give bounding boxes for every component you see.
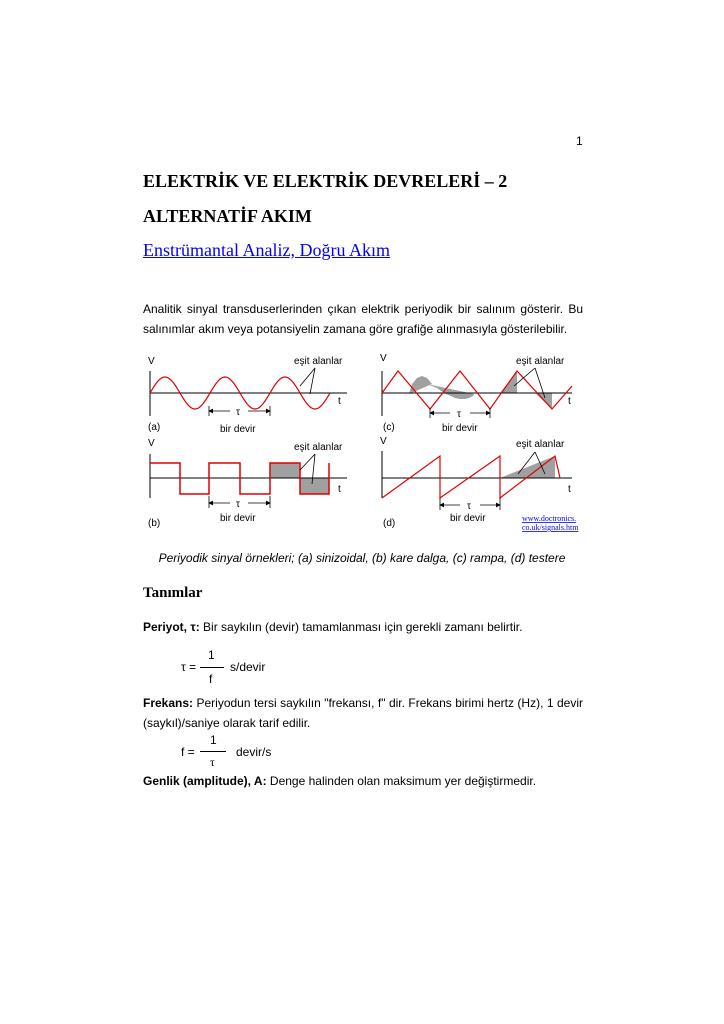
panel-b-t-label: t	[338, 484, 341, 495]
panel-a-equal-areas: eşit alanlar	[294, 356, 343, 367]
document-title: ELEKTRİK VE ELEKTRİK DEVRELERİ – 2	[143, 171, 508, 191]
frequency-formula-lhs: f =	[181, 745, 195, 759]
panel-c-v-label: V	[380, 353, 387, 364]
amplitude-text: Denge halinden olan maksimum yer değiştirmedir.	[266, 774, 537, 788]
figure-source-line-2[interactable]: co.uk/signals.htm	[522, 523, 579, 532]
panel-a-cycle: bir devir	[220, 424, 256, 435]
panel-d-tau: τ	[467, 501, 471, 512]
panel-d-cycle: bir devir	[450, 513, 486, 524]
panel-b-v-label: V	[148, 438, 155, 449]
period-text: Bir saykılın (devir) tamamlanması için gerekli zamanı belirtir.	[199, 620, 523, 634]
period-formula-denominator: f	[209, 672, 213, 686]
panel-d-v-label: V	[380, 436, 387, 447]
panel-a-label: (a)	[148, 422, 161, 433]
period-formula-numerator: 1	[208, 648, 215, 662]
period-formula-lhs: τ =	[181, 660, 197, 674]
panel-a-tau: τ	[236, 407, 240, 418]
panel-b-label: (b)	[148, 518, 161, 529]
panel-c-equal-areas: eşit alanlar	[516, 356, 565, 367]
periodic-signals-figure	[140, 346, 590, 541]
panel-d-equal-areas: eşit alanlar	[516, 439, 565, 450]
period-term: Periyot, τ:	[143, 620, 200, 634]
section-heading: Tanımlar	[143, 585, 203, 601]
period-formula-unit: s/devir	[230, 660, 266, 674]
figure-caption: Periyodik sinyal örnekleri; (a) sinizoidal, (b) kare dalga, (c) rampa, (d) testere	[158, 551, 566, 565]
intro-paragraph: Analitik sinyal transduserlerinden çıkan elektrik periyodik bir salınım gösterir. Bu salınımlar akım veya potansiyelin zamana göre grafiğe alınmasıyla gösterilebilir.	[143, 302, 583, 336]
panel-b-square	[148, 438, 347, 529]
related-topic-link[interactable]: Enstrümantal Analiz, Doğru Akım	[143, 240, 390, 260]
panel-c-t-label: t	[568, 396, 571, 407]
panel-a-v-label: V	[148, 356, 155, 367]
frequency-formula-denominator: τ	[210, 755, 215, 769]
panel-b-cycle: bir devir	[220, 513, 256, 524]
amplitude-definition	[143, 771, 583, 791]
panel-a-t-label: t	[338, 396, 341, 407]
panel-c-ramp	[380, 353, 572, 434]
period-fraction-bar	[200, 667, 224, 668]
page-number: 1	[576, 134, 583, 148]
panel-b-tau: τ	[236, 499, 240, 510]
document-subtitle: ALTERNATİF AKIM	[143, 206, 312, 226]
panel-a-sine	[148, 356, 474, 435]
figure-source-line-1[interactable]: www.doctronics.	[522, 514, 577, 523]
panel-d-t-label: t	[568, 484, 571, 495]
panel-b-equal-areas: eşit alanlar	[294, 442, 343, 453]
panel-c-cycle: bir devir	[442, 423, 478, 434]
amplitude-term: Genlik (amplitude), A:	[143, 774, 267, 788]
panel-d-label: (d)	[383, 518, 396, 529]
frequency-definition	[143, 693, 583, 733]
frequency-term: Frekans:	[143, 696, 194, 710]
frequency-fraction-bar	[200, 751, 226, 752]
period-definition	[143, 617, 583, 637]
frequency-text: Periyodun tersi saykılın "frekansı, f" dir. Frekans birimi hertz (Hz), 1 devir (saykıl)/saniye olarak tarif edilir.	[143, 696, 583, 730]
frequency-formula-unit: devir/s	[236, 745, 272, 759]
frequency-formula-numerator: 1	[210, 733, 217, 747]
panel-d-sawtooth	[380, 436, 579, 532]
panel-c-tau: τ	[457, 409, 461, 420]
panel-c-label: (c)	[383, 422, 395, 433]
